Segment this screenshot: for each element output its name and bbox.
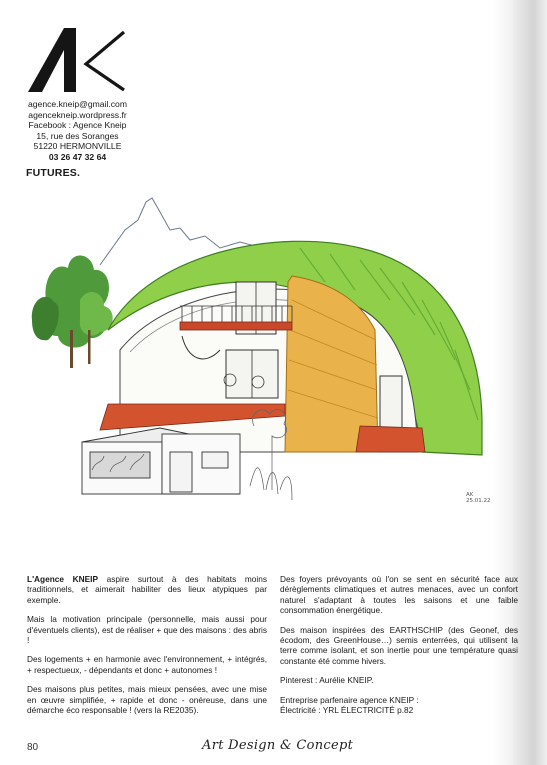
side-window <box>380 376 402 428</box>
article-column-right <box>280 574 518 715</box>
article-paragraph <box>27 574 267 605</box>
balcony-deck <box>180 322 292 330</box>
article-paragraph: Des foyers prévoyants où l'on se sent en sécurité face aux dérèglements climatiques et autres menaces, avec un confort naturel s'adaptant à toutes les saisons et une faible consommation énergétique. <box>280 574 518 616</box>
magazine-brand: Art Design & Concept <box>202 738 354 753</box>
page-number: 80 <box>27 742 39 753</box>
logo-letter-a <box>28 28 76 92</box>
page-spine-shadow <box>513 0 547 765</box>
contact-facebook: Facebook : Agence Kneip <box>28 120 127 131</box>
article-column-left <box>27 574 267 724</box>
signature-date: 25.01.22 <box>466 498 491 504</box>
logo-letter-k <box>86 32 124 90</box>
pinterest-credit: Pinterest : Aurélie KNEIP. <box>280 675 374 686</box>
trees-left <box>32 255 113 368</box>
contact-blog[interactable]: agencekneip.wordpress.fr <box>28 109 127 120</box>
signature-initials: AK <box>466 492 474 498</box>
agency-logo <box>28 28 126 92</box>
section-title: FUTURES. <box>26 167 81 179</box>
artist-signature <box>466 492 491 504</box>
article-paragraph: Des logements + en harmonie avec l'environnement, + intégrés, + respectueux, - dépendants et donc + autonomes ! <box>27 654 267 675</box>
partner-line: Entreprise parfenaire agence KNEIP : <box>280 694 419 705</box>
article-paragraph: Mais la motivation principale (personnelle, mais aussi pour d'éventuels clients), est de réaliser + que des maisons : des abris ! <box>27 614 267 646</box>
paragraph-text: aspire surtout à des habitats moins traditionnels, et aimerait habiliter des lieux atypiques par exemple. <box>27 574 267 605</box>
contact-email[interactable]: agence.kneip@gmail.com <box>27 99 127 109</box>
article-paragraph: Des maison inspirées des EARTHSCHIP (des Geonef, des écodom, des GreenHouse…) semis enterrées, qui utilisent la terre comme isolant, et son inertie pour une température quasi constante été comme hivers. <box>280 624 518 666</box>
cabin-sketch <box>82 428 240 494</box>
earthship-house-sketch <box>30 190 508 555</box>
agency-name-bold: L'Agence KNEIP <box>27 574 99 584</box>
article-paragraph: Des maisons plus petites, mais mieux pensées, avec une mise en œuvre simplifiée, + rapide et donc - onéreuse, dans une démarche éco responsable ! (vers la RE2035). <box>27 684 267 716</box>
side-terrace <box>356 426 425 452</box>
contact-street: 15, rue des Soranges <box>36 130 119 141</box>
contact-phone: 03 26 47 32 64 <box>48 151 107 162</box>
contact-city: 51220 HERMONVILLE <box>33 141 122 152</box>
electricity-partner: Électricité : YRL ÉLECTRICITÉ p.82 <box>280 705 414 716</box>
contact-block <box>20 99 135 163</box>
